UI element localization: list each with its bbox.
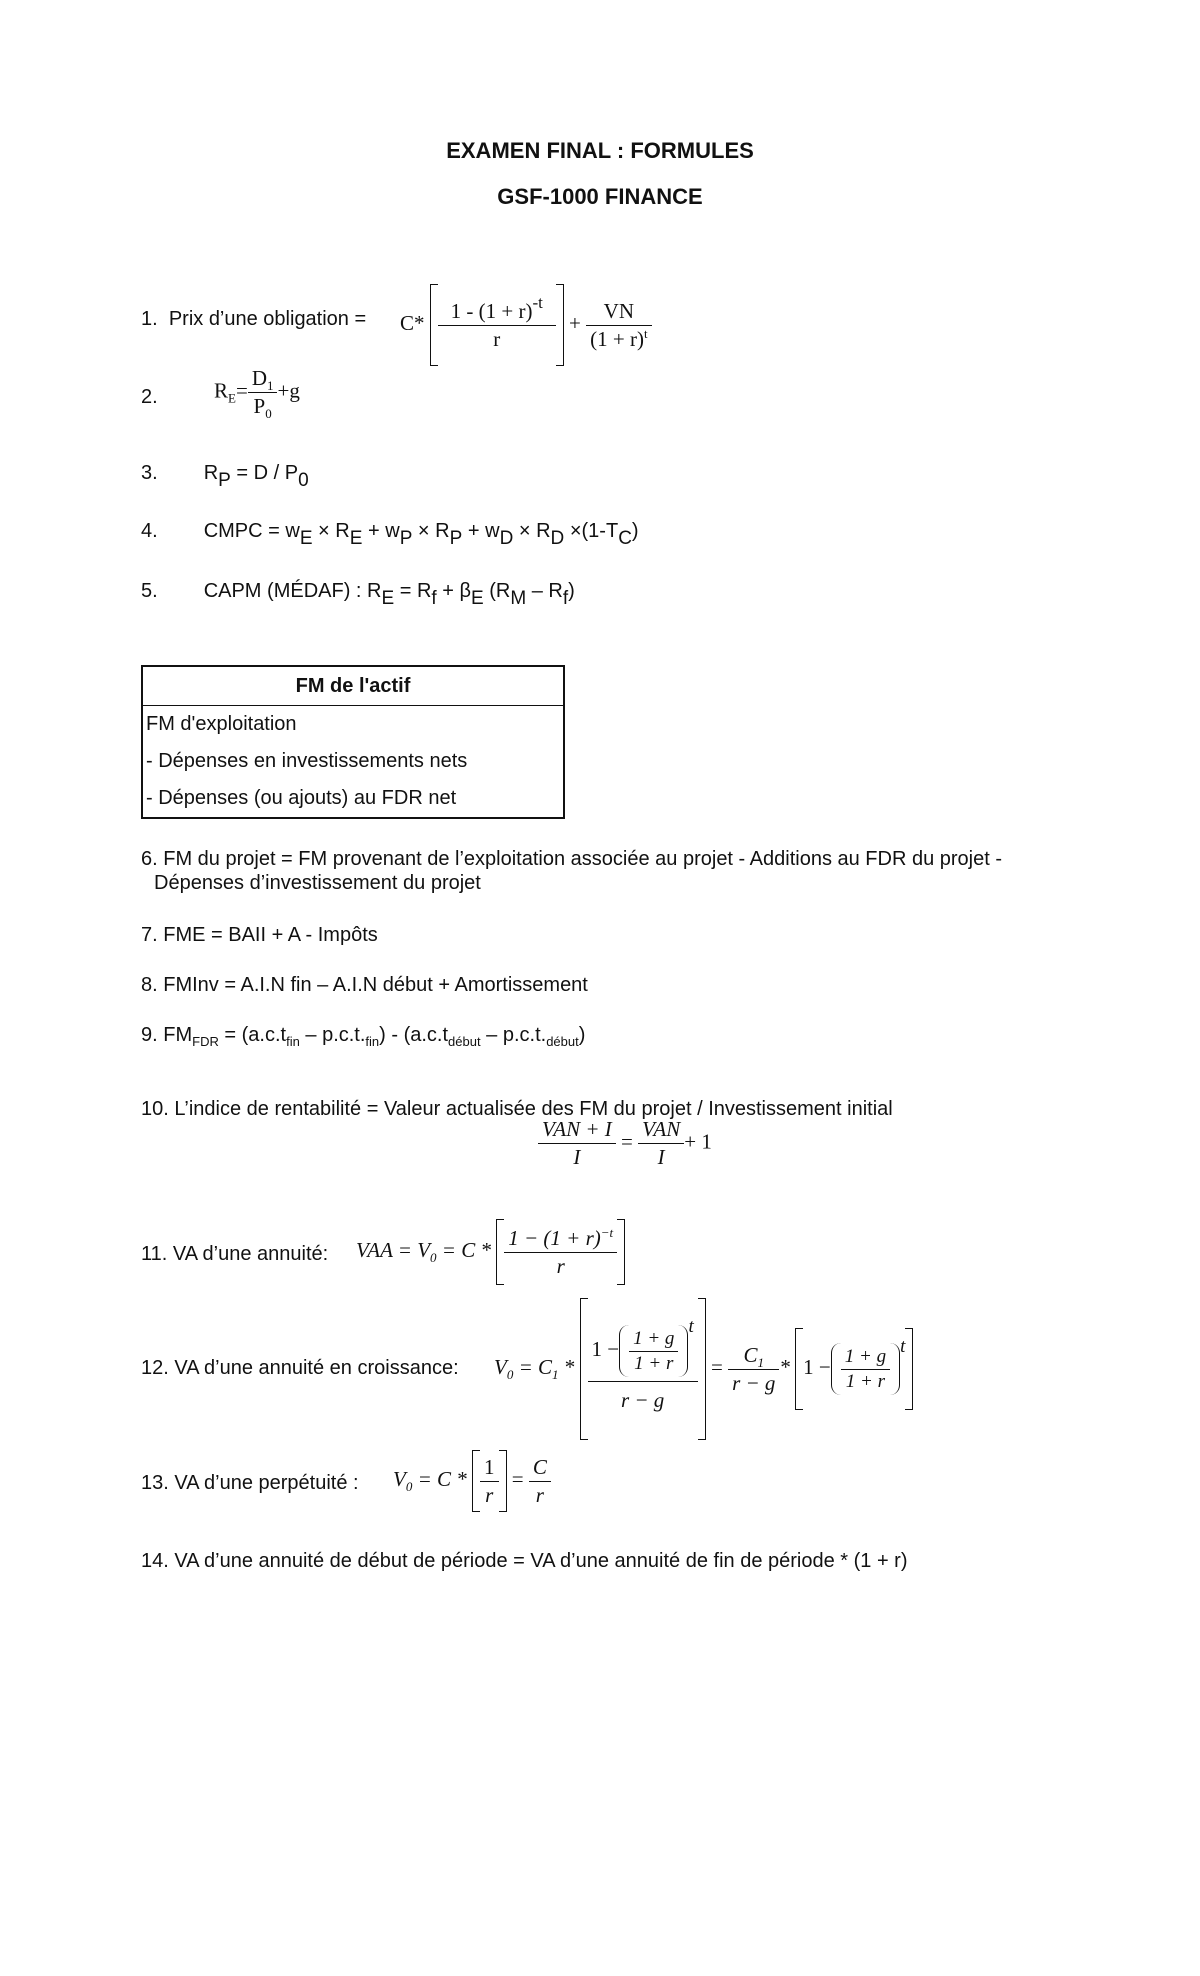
growth-ratio (841, 1346, 890, 1393)
formula-text: + w (362, 520, 400, 542)
denominator: (1 + r) (590, 326, 644, 351)
formula-text: × R (513, 520, 551, 542)
formula-12-expression (494, 1298, 913, 1440)
fm-actif-table (141, 665, 565, 819)
formula-1-label (141, 308, 366, 331)
formula-text: ) - (a.c.t (379, 1024, 449, 1046)
subscript: f (562, 588, 569, 609)
subscript: 0 (405, 1478, 413, 1494)
formula-text: CMPC = w (203, 520, 300, 542)
annuity-fraction (504, 1226, 617, 1279)
subscript: C (618, 528, 632, 549)
subscript: E (470, 588, 484, 609)
annuity-fraction (438, 292, 556, 352)
formula-12-label: 12. VA d’une annuité en croissance: (141, 1357, 459, 1379)
formula-text: – p.c.t. (480, 1024, 547, 1046)
subscript: E (381, 588, 395, 609)
growth-ratio (629, 1328, 678, 1375)
left-bracket (580, 1298, 588, 1440)
formula-text: ) (578, 1024, 586, 1046)
right-bracket (905, 1328, 913, 1410)
formula-3 (141, 462, 309, 491)
equals-symbol: = (511, 1466, 524, 1491)
formula-14: 14. VA d’une annuité de début de période = VA d’une annuité de fin de période * (1 + r) (141, 1550, 908, 1572)
left-paren (619, 1325, 629, 1377)
formula-text: + β (436, 580, 471, 602)
exponent: t (688, 1315, 694, 1337)
right-paren (890, 1343, 900, 1395)
subscript: E (299, 528, 313, 549)
formula-text: VAA = V (356, 1237, 431, 1262)
formula-text: – p.c.t. (299, 1024, 366, 1046)
formula-text: = R (394, 580, 432, 602)
dividend-fraction (248, 366, 278, 419)
page-subtitle: GSF-1000 FINANCE (497, 184, 703, 209)
subscript: 1 (266, 378, 274, 393)
right-bracket (698, 1298, 706, 1440)
formula-text: ) (568, 580, 575, 602)
formula-text: C (743, 1342, 758, 1367)
plus-symbol: + (569, 310, 581, 335)
subscript: début (448, 1034, 481, 1049)
formula-text: (R (483, 580, 511, 602)
formula-number: 1. (141, 308, 158, 330)
equals-symbol: = (710, 1354, 723, 1379)
numerator: 1 − (1 + r) (508, 1225, 601, 1250)
numerator: VAN (638, 1117, 684, 1144)
perpetuity-result (529, 1455, 551, 1508)
table-row: - Dépenses (ou ajouts) au FDR net (146, 787, 457, 809)
subscript: fin (365, 1034, 380, 1049)
equals-symbol: = (621, 1129, 633, 1154)
van-fraction (638, 1117, 684, 1170)
denominator: r (493, 326, 501, 351)
left-bracket (430, 284, 438, 366)
numerator: VN (586, 299, 651, 326)
denominator: r (556, 1253, 565, 1278)
left-bracket (496, 1219, 504, 1285)
subscript: 0 (506, 1366, 514, 1382)
subscript: 0 (298, 470, 309, 491)
denominator: r − g (732, 1370, 776, 1395)
left-bracket (795, 1328, 803, 1410)
exponent: -t (532, 292, 543, 312)
formula-10-expression (538, 1117, 712, 1170)
numerator: 1 + g (841, 1346, 890, 1370)
symbol-p: P (253, 394, 266, 418)
formula-text: = C (513, 1354, 553, 1379)
formula-text: * (558, 1354, 575, 1379)
formula-text: ) (631, 520, 639, 542)
subscript: P (399, 528, 413, 549)
right-bracket (556, 284, 564, 366)
exponent: t (900, 1335, 906, 1357)
formula-text: Prix d’une obligation = (168, 308, 367, 330)
left-paren (831, 1343, 841, 1395)
formula-11-label: 11. VA d’une annuité: (141, 1243, 329, 1265)
exponent: −t (600, 1224, 614, 1240)
formula-text: = C * (412, 1466, 467, 1491)
subscript: 0 (265, 406, 272, 421)
denominator: I (573, 1145, 581, 1169)
formula-text: ×(1-T (564, 520, 619, 542)
subscript: D (550, 528, 565, 549)
numerator: VAN + I (538, 1117, 616, 1144)
times-symbol: * (779, 1354, 790, 1379)
formula-5 (141, 580, 575, 609)
coefficient-fraction (728, 1343, 779, 1396)
subscript: E (349, 528, 363, 549)
formula-text: V (494, 1354, 507, 1379)
formula-1-expression (400, 284, 652, 366)
formula-text: CAPM (MÉDAF) : R (203, 580, 382, 602)
formula-text: 1 − (591, 1336, 620, 1361)
denominator: r (485, 1482, 494, 1507)
formula-text: = (a.c.t (218, 1024, 287, 1046)
formula-text: + w (462, 520, 500, 542)
formula-text: × R (412, 520, 450, 542)
subscript: D (499, 528, 514, 549)
subscript: 1 (552, 1366, 559, 1382)
subscript: f (431, 588, 437, 609)
growth-term: +g (277, 378, 300, 403)
growing-annuity-fraction (588, 1315, 698, 1413)
formula-text: = D / P (230, 462, 299, 484)
perpetuity-fraction (480, 1455, 499, 1508)
numerator: 1 - (1 + r) (450, 298, 533, 323)
table-row: - Dépenses en investissements nets (146, 750, 468, 772)
subscript: P (449, 528, 463, 549)
numerator: 1 + g (629, 1328, 678, 1352)
formula-4 (141, 520, 639, 549)
subscript: début (546, 1034, 579, 1049)
formula-number: 3. (141, 462, 158, 484)
formula-text: = C * (436, 1237, 491, 1262)
formula-text: V (393, 1466, 406, 1491)
denominator: I (657, 1145, 665, 1169)
formula-number: 2. (141, 386, 158, 408)
right-paren (678, 1325, 688, 1377)
times-symbol: * (414, 310, 425, 335)
subscript: 1 (757, 1354, 764, 1370)
table-header: FM de l'actif (142, 666, 564, 706)
denominator: r − g (620, 1388, 665, 1412)
numerator: C (529, 1455, 551, 1482)
formula-7: 7. FME = BAII + A - Impôts (141, 924, 378, 946)
symbol-r: R (203, 462, 219, 484)
formula-13-expression (393, 1450, 551, 1512)
exponent: t (643, 325, 648, 341)
denominator: 1 + r (845, 1370, 886, 1392)
plus-one: + 1 (684, 1129, 712, 1154)
formula-number: 4. (141, 520, 158, 542)
subscript: 0 (430, 1249, 437, 1265)
table-row: FM d'exploitation (146, 713, 297, 735)
formula-6-line-1: 6. FM du projet = FM provenant de l’exploitation associée au projet - Additions au FDR du projet - (141, 848, 1003, 870)
left-bracket (472, 1450, 480, 1512)
subscript: P (218, 470, 231, 491)
equals-symbol: = (235, 378, 248, 403)
symbol-r: R (214, 378, 229, 403)
subscript: E (228, 390, 236, 406)
coupon-symbol: C (400, 310, 415, 335)
formula-text: – R (526, 580, 563, 602)
page-title: EXAMEN FINAL : FORMULES (446, 138, 754, 163)
right-bracket (499, 1450, 507, 1512)
formula-8: 8. FMInv = A.I.N fin – A.I.N début + Amortissement (141, 974, 588, 996)
denominator: 1 + r (634, 1352, 674, 1374)
formula-9 (141, 1024, 585, 1047)
symbol-d: D (251, 366, 267, 390)
formula-11-expression (356, 1219, 625, 1285)
formula-6-line-2: Dépenses d’investissement du projet (154, 872, 481, 894)
numerator: 1 (480, 1455, 499, 1482)
right-bracket (617, 1219, 625, 1285)
formula-13-label: 13. VA d’une perpétuité : (141, 1472, 359, 1494)
formula-text: × R (312, 520, 350, 542)
formula-2-expression (214, 366, 300, 419)
subscript: FDR (192, 1034, 219, 1049)
subscript: fin (286, 1034, 300, 1049)
face-value-fraction (586, 299, 651, 352)
formula-number: 5. (141, 580, 158, 602)
formula-text: 9. FM (141, 1024, 193, 1046)
pi-fraction (538, 1117, 616, 1170)
denominator: r (535, 1482, 544, 1507)
formula-10-text: 10. L’indice de rentabilité = Valeur actualisée des FM du projet / Investissement initial (141, 1098, 893, 1120)
formula-text: 1 − (803, 1354, 831, 1379)
subscript: M (510, 588, 527, 609)
